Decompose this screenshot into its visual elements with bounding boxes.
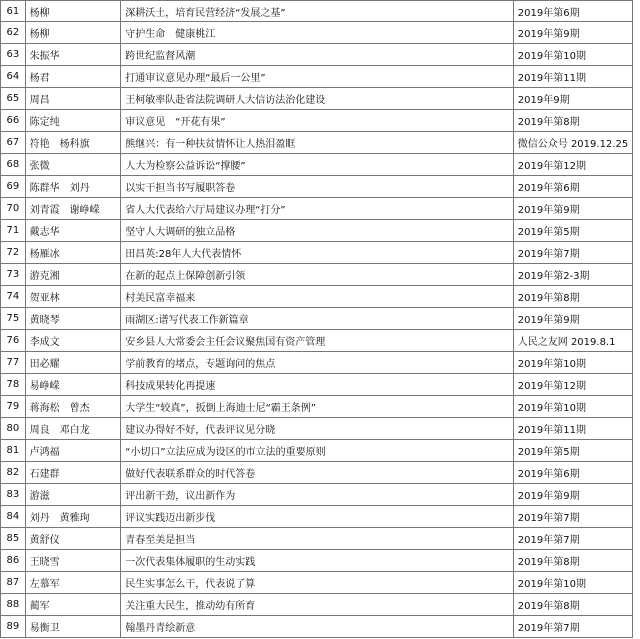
table-row: [1, 242, 633, 264]
issue-source-cell: 2019年第11期: [513, 66, 632, 88]
row-number-cell: 87: [1, 572, 26, 594]
issue-source-cell: 2019年第7期: [513, 528, 632, 550]
article-title-cell: 安乡县人大常委会主任会议聚焦国有资产管理: [121, 330, 514, 352]
table-row: [1, 176, 633, 198]
author-cell: 王晓雪: [25, 550, 121, 572]
table-row: [1, 22, 633, 44]
table-row: [1, 484, 633, 506]
article-title-cell: 熊继兴：有一种扶贫情怀让人热泪盈眶: [121, 132, 514, 154]
issue-source-cell: 2019年第5期: [513, 440, 632, 462]
author-cell: 左慕军: [25, 572, 121, 594]
article-title-cell: 跨世纪监督风潮: [121, 44, 514, 66]
row-number-cell: 63: [1, 44, 26, 66]
table-row: [1, 528, 633, 550]
issue-source-cell: 2019年第7期: [513, 616, 632, 638]
issue-source-cell: 2019年第6期: [513, 176, 632, 198]
row-number-cell: 72: [1, 242, 26, 264]
article-title-cell: 打通审议意见办理“最后一公里”: [121, 66, 514, 88]
issue-source-cell: 2019年第8期: [513, 594, 632, 616]
author-cell: 蔺军: [25, 594, 121, 616]
row-number-cell: 78: [1, 374, 26, 396]
table-row: [1, 198, 633, 220]
row-number-cell: 66: [1, 110, 26, 132]
article-title-cell: 村美民富幸福来: [121, 286, 514, 308]
table-row: [1, 308, 633, 330]
row-number-cell: 88: [1, 594, 26, 616]
issue-source-cell: 2019年第8期: [513, 550, 632, 572]
issue-source-cell: 2019年第10期: [513, 572, 632, 594]
article-title-cell: 深耕沃土，培育民营经济“发展之基”: [121, 1, 514, 22]
article-title-cell: 在新的起点上保障创新引领: [121, 264, 514, 286]
row-number-cell: 64: [1, 66, 26, 88]
table-row: [1, 88, 633, 110]
author-cell: 刘丹 黄雅珣: [25, 506, 121, 528]
issue-source-cell: 2019年第12期: [513, 154, 632, 176]
article-title-cell: 评出新干劲，议出新作为: [121, 484, 514, 506]
issue-source-cell: 2019年第6期: [513, 462, 632, 484]
table-row: [1, 594, 633, 616]
article-title-cell: 田昌英:28年人大代表情怀: [121, 242, 514, 264]
author-cell: 朱振华: [25, 44, 121, 66]
article-title-cell: 省人大代表给六厅局建议办理“打分”: [121, 198, 514, 220]
row-number-cell: 79: [1, 396, 26, 418]
issue-source-cell: 微信公众号 2019.12.25: [513, 132, 632, 154]
table-row: [1, 132, 633, 154]
row-number-cell: 73: [1, 264, 26, 286]
table-row: [1, 506, 633, 528]
author-cell: 杨雁冰: [25, 242, 121, 264]
table-row: [1, 418, 633, 440]
article-title-cell: 民生实事怎么干，代表说了算: [121, 572, 514, 594]
article-title-cell: 王柯敏率队赴省法院调研人大信访法治化建设: [121, 88, 514, 110]
issue-source-cell: 2019年第2-3期: [513, 264, 632, 286]
article-title-cell: 审议意见 “开花有果”: [121, 110, 514, 132]
table-row: [1, 352, 633, 374]
row-number-cell: 77: [1, 352, 26, 374]
row-number-cell: 89: [1, 616, 26, 638]
author-cell: 石建群: [25, 462, 121, 484]
row-number-cell: 75: [1, 308, 26, 330]
issue-source-cell: 2019年第9期: [513, 22, 632, 44]
issue-source-cell: 2019年第8期: [513, 110, 632, 132]
table-row: [1, 286, 633, 308]
table-row: [1, 440, 633, 462]
row-number-cell: 68: [1, 154, 26, 176]
issue-source-cell: 人民之友网 2019.8.1: [513, 330, 632, 352]
table-row: [1, 550, 633, 572]
issue-source-cell: 2019年第10期: [513, 44, 632, 66]
table-row: [1, 44, 633, 66]
row-number-cell: 69: [1, 176, 26, 198]
article-title-cell: 青春至美是担当: [121, 528, 514, 550]
row-number-cell: 83: [1, 484, 26, 506]
author-cell: 黄舒仪: [25, 528, 121, 550]
author-cell: 周良 邓白龙: [25, 418, 121, 440]
issue-source-cell: 2019年第11期: [513, 418, 632, 440]
table-row: [1, 616, 633, 638]
issue-source-cell: 2019年第6期: [513, 1, 632, 22]
article-title-cell: 一次代表集体履职的生动实践: [121, 550, 514, 572]
row-number-cell: 82: [1, 462, 26, 484]
author-cell: 游克湘: [25, 264, 121, 286]
table-row: [1, 220, 633, 242]
article-title-cell: 坚守人大调研的独立品格: [121, 220, 514, 242]
author-cell: 张微: [25, 154, 121, 176]
table-row: [1, 66, 633, 88]
author-cell: 易衡卫: [25, 616, 121, 638]
row-number-cell: 61: [1, 1, 26, 22]
table-body: [1, 1, 633, 638]
table-row: [1, 110, 633, 132]
author-cell: 符艳 杨科旗: [25, 132, 121, 154]
table-row: [1, 462, 633, 484]
author-cell: 田必耀: [25, 352, 121, 374]
article-title-cell: 评议实践迈出新步伐: [121, 506, 514, 528]
article-title-cell: 建议办得好不好，代表评议见分晓: [121, 418, 514, 440]
row-number-cell: 85: [1, 528, 26, 550]
table-row: [1, 264, 633, 286]
article-title-cell: 守护生命 健康桃江: [121, 22, 514, 44]
author-cell: 易峥嵘: [25, 374, 121, 396]
article-title-cell: 翰墨丹青绘新意: [121, 616, 514, 638]
row-number-cell: 67: [1, 132, 26, 154]
issue-source-cell: 2019年第10期: [513, 396, 632, 418]
article-title-cell: 以实干担当书写履职答卷: [121, 176, 514, 198]
table-row: [1, 572, 633, 594]
article-title-cell: 学前教育的堵点，专题询问的焦点: [121, 352, 514, 374]
row-number-cell: 71: [1, 220, 26, 242]
issue-source-cell: 2019年第9期: [513, 198, 632, 220]
issue-source-cell: 2019年第9期: [513, 308, 632, 330]
author-cell: 贺亚林: [25, 286, 121, 308]
article-title-cell: 科技成果转化再提速: [121, 374, 514, 396]
issue-source-cell: 2019年第7期: [513, 242, 632, 264]
author-cell: 杨柳: [25, 22, 121, 44]
author-cell: 陈定纯: [25, 110, 121, 132]
author-cell: 李成文: [25, 330, 121, 352]
issue-source-cell: 2019年第7期: [513, 506, 632, 528]
author-cell: 游滋: [25, 484, 121, 506]
author-cell: 戴志华: [25, 220, 121, 242]
author-cell: 陈群华 刘丹: [25, 176, 121, 198]
author-cell: 黄晓琴: [25, 308, 121, 330]
article-title-cell: 大学生“较真”，扳倒上海迪士尼“霸王条例”: [121, 396, 514, 418]
issue-source-cell: 2019年第12期: [513, 374, 632, 396]
row-number-cell: 84: [1, 506, 26, 528]
author-cell: 刘青霞 谢峥嵘: [25, 198, 121, 220]
table-row: [1, 374, 633, 396]
article-title-cell: 人大为检察公益诉讼“撑腰”: [121, 154, 514, 176]
article-title-cell: “小切口”立法应成为设区的市立法的重要原则: [121, 440, 514, 462]
table-row: [1, 154, 633, 176]
row-number-cell: 65: [1, 88, 26, 110]
table-row: [1, 396, 633, 418]
issue-source-cell: 2019年第9期: [513, 484, 632, 506]
issue-source-cell: 2019年第5期: [513, 220, 632, 242]
table-row: [1, 330, 633, 352]
table-row: [1, 1, 633, 22]
row-number-cell: 80: [1, 418, 26, 440]
author-cell: 杨君: [25, 66, 121, 88]
row-number-cell: 62: [1, 22, 26, 44]
row-number-cell: 70: [1, 198, 26, 220]
article-title-cell: 做好代表联系群众的时代答卷: [121, 462, 514, 484]
row-number-cell: 81: [1, 440, 26, 462]
author-cell: 蒋海松 曾杰: [25, 396, 121, 418]
issue-source-cell: 2019年第10期: [513, 352, 632, 374]
row-number-cell: 76: [1, 330, 26, 352]
row-number-cell: 86: [1, 550, 26, 572]
article-title-cell: 关注重大民生，推动幼有所育: [121, 594, 514, 616]
row-number-cell: 74: [1, 286, 26, 308]
author-cell: 周昌: [25, 88, 121, 110]
issue-source-cell: 2019年第8期: [513, 286, 632, 308]
issue-source-cell: 2019年9期: [513, 88, 632, 110]
article-title-cell: 雨湖区:谱写代表工作新篇章: [121, 308, 514, 330]
author-cell: 杨柳: [25, 1, 121, 22]
author-cell: 卢鸿福: [25, 440, 121, 462]
